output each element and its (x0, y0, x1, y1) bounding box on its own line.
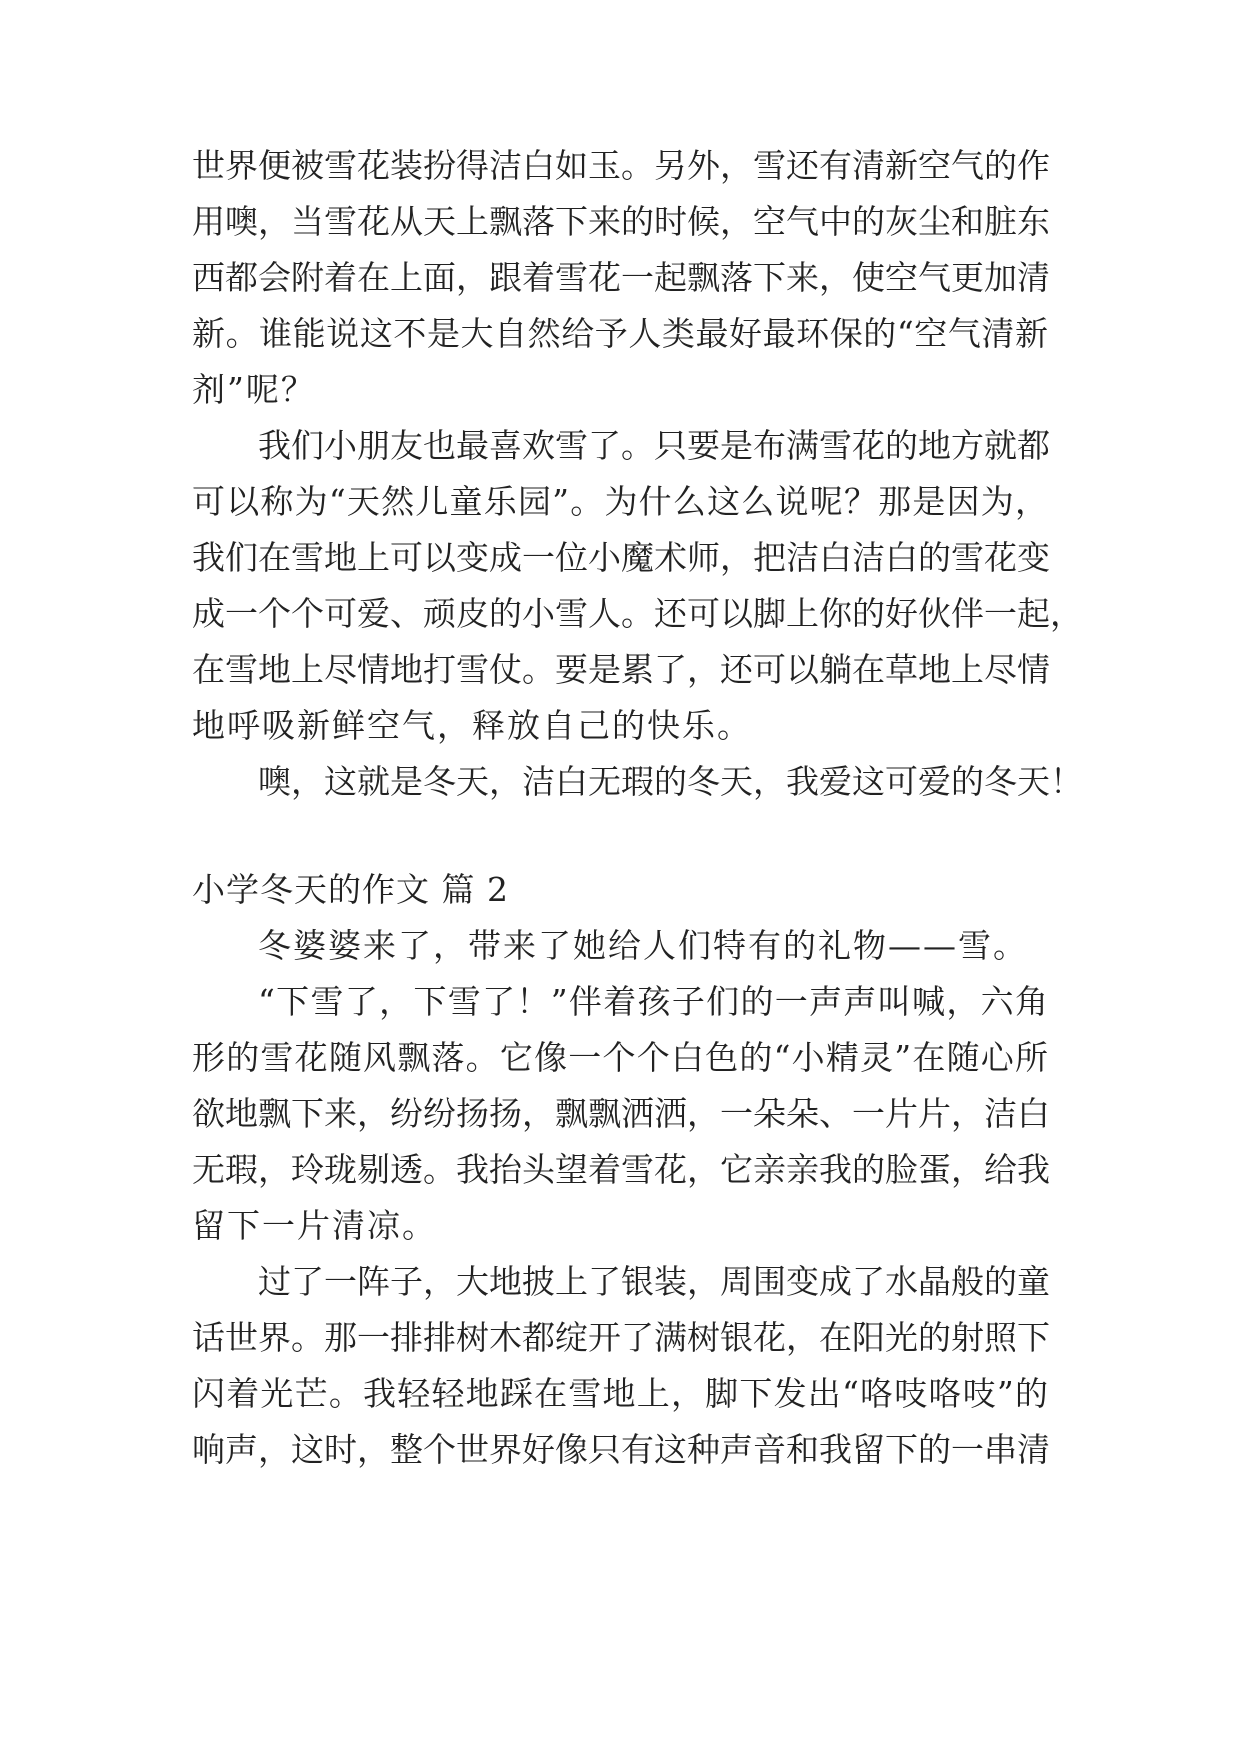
text-line: 闪着光芒。我轻轻地踩在雪地上，脚下发出“咯吱咯吱”的 (192, 1374, 1048, 1413)
text-line: 响声，这时，整个世界好像只有这种声音和我留下的一串清 (192, 1430, 1050, 1469)
paragraph-first-line: “下雪了，下雪了！”伴着孩子们的一声声叫喊，六角 (258, 982, 1048, 1021)
text-line: 新。谁能说这不是大自然给予人类最好最环保的“空气清新 (192, 314, 1048, 353)
text-line: 在雪地上尽情地打雪仗。要是累了，还可以躺在草地上尽情 (192, 650, 1050, 689)
paragraph-first-line: 冬婆婆来了，带来了她给人们特有的礼物——雪。 (258, 926, 1028, 965)
text-line: 用噢，当雪花从天上飘落下来的时候，空气中的灰尘和脏东 (192, 202, 1050, 241)
text-line: 成一个个可爱、顽皮的小雪人。还可以脚上你的好伙伴一起， (192, 594, 1083, 633)
paragraph-first-line: 我们小朋友也最喜欢雪了。只要是布满雪花的地方就都 (258, 426, 1050, 465)
text-line: 话世界。那一排排树木都绽开了满树银花，在阳光的射照下 (192, 1318, 1050, 1357)
section-heading: 小学冬天的作文 篇 2 (192, 870, 509, 909)
text-line: 欲地飘下来，纷纷扬扬，飘飘洒洒，一朵朵、一片片，洁白 (192, 1094, 1050, 1133)
paragraph-first-line: 噢，这就是冬天，洁白无瑕的冬天，我爱这可爱的冬天！ (258, 762, 1083, 801)
text-line: 留下一片清凉。 (192, 1206, 437, 1245)
text-line: 无瑕，玲珑剔透。我抬头望着雪花，它亲亲我的脸蛋，给我 (192, 1150, 1050, 1189)
text-line: 世界便被雪花装扮得洁白如玉。另外，雪还有清新空气的作 (192, 146, 1050, 185)
paragraph-first-line: 过了一阵子，大地披上了银装，周围变成了水晶般的童 (258, 1262, 1050, 1301)
text-line: 可以称为“天然儿童乐园”。为什么这么说呢？那是因为， (192, 482, 1048, 521)
text-line: 形的雪花随风飘落。它像一个个白色的“小精灵”在随心所 (192, 1038, 1048, 1077)
text-line: 我们在雪地上可以变成一位小魔术师，把洁白洁白的雪花变 (192, 538, 1050, 577)
text-line: 剂”呢？ (192, 370, 316, 409)
text-line: 地呼吸新鲜空气，释放自己的快乐。 (192, 706, 752, 745)
text-line: 西都会附着在上面，跟着雪花一起飘落下来，使空气更加清 (192, 258, 1050, 297)
